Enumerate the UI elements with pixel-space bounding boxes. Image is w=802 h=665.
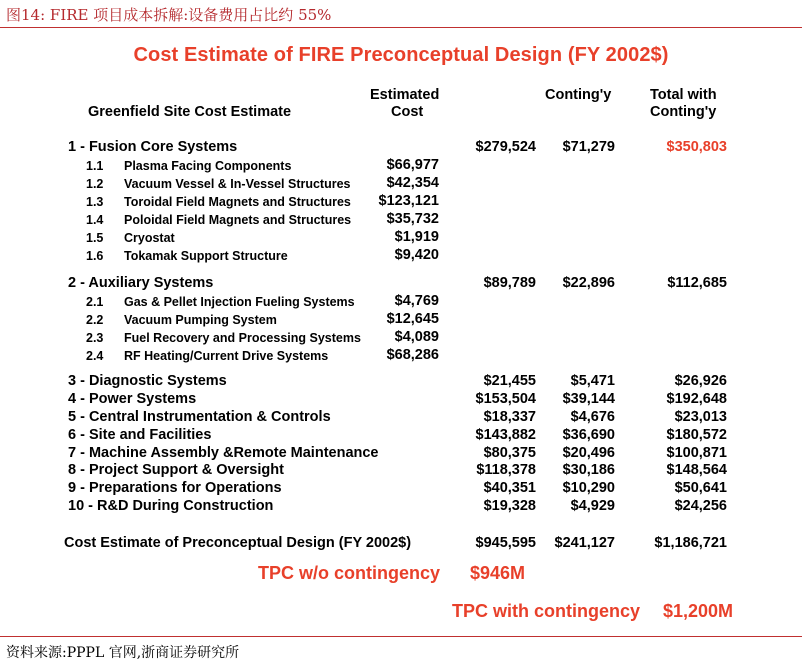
sub-number: 2.2	[86, 313, 104, 327]
item-label: 3 - Diagnostic Systems	[68, 373, 227, 389]
item-conting: $5,471	[570, 373, 615, 389]
sub-number: 1.3	[86, 195, 104, 209]
sub-label: Plasma Facing Components	[124, 159, 292, 173]
item-conting: $20,496	[562, 445, 615, 461]
summary-conting: $241,127	[554, 535, 615, 551]
sub-label: RF Heating/Current Drive Systems	[124, 349, 329, 363]
item-cost: $143,882	[475, 427, 536, 443]
header-site: Greenfield Site Cost Estimate	[88, 104, 292, 120]
item-total: $148,564	[666, 462, 727, 478]
sub-cost: $9,420	[394, 247, 439, 263]
sub-cost: $42,354	[386, 175, 439, 191]
item-conting: $30,186	[562, 462, 615, 478]
header-conting: Conting'y	[545, 87, 612, 103]
sub-cost: $1,919	[394, 229, 439, 245]
group-label: 1 - Fusion Core Systems	[68, 139, 238, 155]
sub-number: 1.2	[86, 177, 104, 191]
item-total: $180,572	[666, 427, 727, 443]
group-total: $112,685	[667, 275, 727, 291]
item-total: $24,256	[674, 498, 727, 514]
item-label: 8 - Project Support & Oversight	[68, 462, 284, 478]
item-label: 10 - R&D During Construction	[68, 498, 274, 514]
group-conting: $22,896	[562, 275, 615, 291]
item-conting: $36,690	[562, 427, 615, 443]
item-label: 4 - Power Systems	[68, 391, 197, 407]
summary-cost: $945,595	[475, 535, 536, 551]
item-label: 7 - Machine Assembly &Remote Maintenance	[68, 445, 379, 461]
source-note: 资料来源:PPPL 官网,浙商证券研究所	[6, 645, 240, 661]
tpc-with-label: TPC with contingency	[452, 601, 641, 621]
item-cost: $19,328	[483, 498, 536, 514]
sub-number: 2.3	[86, 331, 104, 345]
sub-cost: $35,732	[386, 211, 439, 227]
header-total: Total with	[650, 87, 717, 103]
top-rule	[0, 27, 802, 28]
header-total-conting: Conting'y	[650, 104, 717, 120]
item-cost: $40,351	[483, 480, 536, 496]
sub-cost: $4,769	[394, 293, 439, 309]
sub-label: Gas & Pellet Injection Fueling Systems	[124, 295, 355, 309]
sub-cost: $4,089	[394, 329, 439, 345]
item-total: $100,871	[666, 445, 727, 461]
group-total: $350,803	[666, 139, 727, 155]
sub-label: Fuel Recovery and Processing Systems	[124, 331, 361, 345]
sub-label: Toroidal Field Magnets and Structures	[124, 195, 351, 209]
sub-cost: $68,286	[386, 347, 439, 363]
figure-caption: 图14: FIRE 项目成本拆解:设备费用占比约 55%	[6, 6, 332, 24]
group-cost: $89,789	[483, 275, 536, 291]
group-conting: $71,279	[562, 139, 615, 155]
sub-number: 1.6	[86, 249, 104, 263]
item-total: $192,648	[666, 391, 727, 407]
item-total: $26,926	[674, 373, 727, 389]
item-conting: $39,144	[562, 391, 615, 407]
summary-label: Cost Estimate of Preconceptual Design (FY 2002$)	[64, 535, 412, 551]
item-cost: $118,378	[476, 462, 536, 478]
item-label: 5 - Central Instrumentation & Controls	[68, 409, 331, 425]
sub-label: Poloidal Field Magnets and Structures	[124, 213, 352, 227]
tpc-with-value: $1,200M	[663, 601, 734, 621]
item-cost: $18,337	[483, 409, 536, 425]
bottom-rule	[0, 636, 802, 637]
sub-cost: $12,645	[386, 311, 439, 327]
sub-number: 2.4	[86, 349, 104, 363]
item-label: 6 - Site and Facilities	[68, 427, 212, 443]
group-label: 2 - Auxiliary Systems	[68, 275, 214, 291]
item-cost: $21,455	[483, 373, 536, 389]
tpc-without-value: $946M	[470, 563, 526, 583]
sub-cost: $66,977	[386, 157, 439, 173]
sub-number: 1.4	[86, 213, 104, 227]
tpc-without-label: TPC w/o contingency	[258, 563, 441, 583]
item-cost: $80,375	[483, 445, 536, 461]
item-cost: $153,504	[475, 391, 536, 407]
slide-title: Cost Estimate of FIRE Preconceptual Design (FY 2002$)	[133, 44, 669, 66]
sub-label: Vacuum Pumping System	[124, 313, 277, 327]
sub-label: Vacuum Vessel & In-Vessel Structures	[124, 177, 351, 191]
header-cost: Cost	[391, 104, 424, 120]
sub-number: 2.1	[86, 295, 104, 309]
sub-number: 1.5	[86, 231, 104, 245]
summary-total: $1,186,721	[654, 535, 727, 551]
item-total: $23,013	[674, 409, 727, 425]
sub-number: 1.1	[86, 159, 104, 173]
sub-label: Tokamak Support Structure	[124, 249, 288, 263]
sub-label: Cryostat	[124, 231, 175, 245]
item-conting: $4,676	[570, 409, 615, 425]
item-label: 9 - Preparations for Operations	[68, 480, 282, 496]
item-total: $50,641	[674, 480, 727, 496]
item-conting: $4,929	[570, 498, 615, 514]
sub-cost: $123,121	[378, 193, 439, 209]
item-conting: $10,290	[562, 480, 615, 496]
group-cost: $279,524	[475, 139, 536, 155]
header-estimated: Estimated	[370, 87, 440, 103]
